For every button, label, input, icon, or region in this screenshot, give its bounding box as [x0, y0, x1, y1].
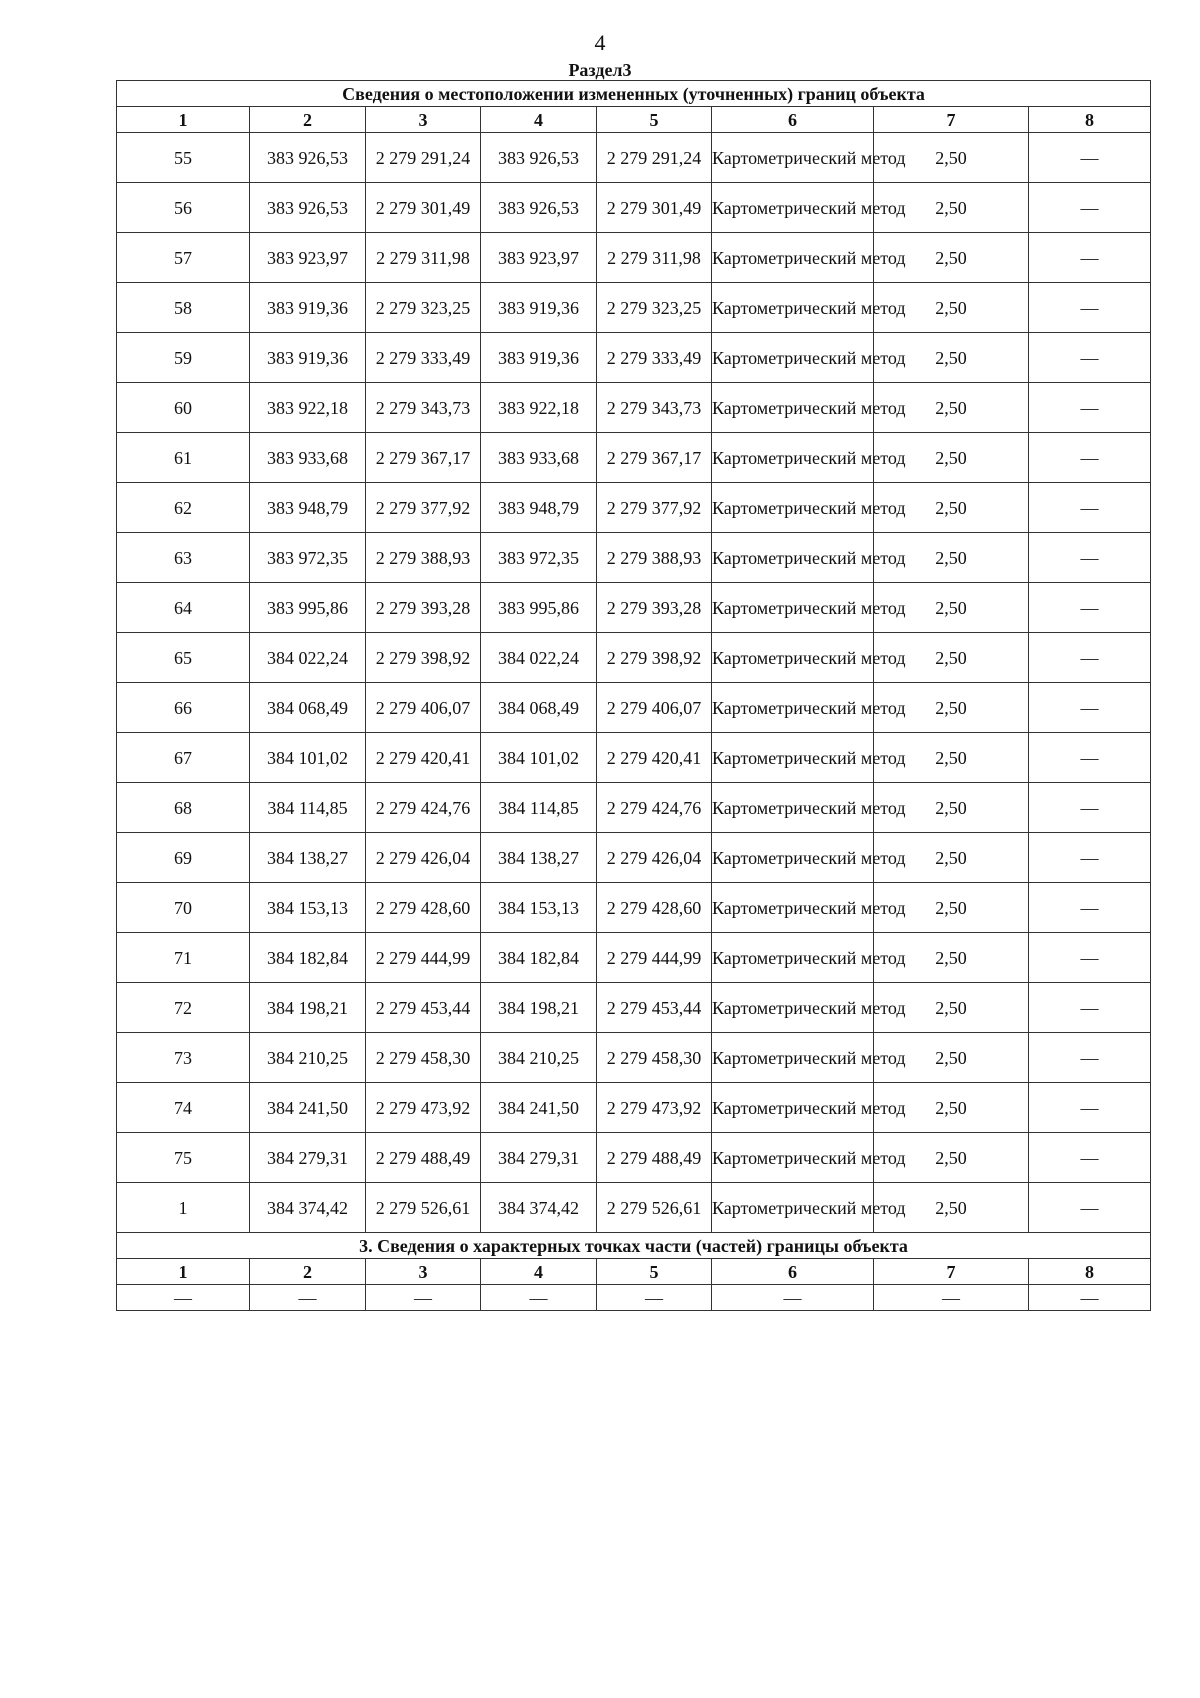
table-cell: 2,50: [874, 683, 1029, 733]
table-cell: —: [1029, 1133, 1151, 1183]
column-header: 3: [366, 107, 481, 133]
table-cell: 2 279 311,98: [597, 233, 712, 283]
table-cell: 2 279 377,92: [366, 483, 481, 533]
table-cell: 384 138,27: [250, 833, 366, 883]
table-cell: 384 022,24: [250, 633, 366, 683]
table-cell: 2 279 428,60: [366, 883, 481, 933]
table-cell: 2,50: [874, 133, 1029, 183]
table-cell: 383 972,35: [481, 533, 597, 583]
table-cell: —: [1029, 983, 1151, 1033]
column-header: 4: [481, 107, 597, 133]
table-cell: 384 210,25: [250, 1033, 366, 1083]
table-cell: —: [874, 1285, 1029, 1311]
table-cell: 2,50: [874, 483, 1029, 533]
column-header: 6: [712, 1259, 874, 1285]
table-cell: 58: [117, 283, 250, 333]
table-row: [117, 733, 1151, 783]
table-cell: 384 138,27: [481, 833, 597, 883]
table-cell: 2 279 311,98: [366, 233, 481, 283]
table-cell: —: [1029, 683, 1151, 733]
table-cell: 2,50: [874, 583, 1029, 633]
table-cell: Картометрический метод: [712, 383, 874, 433]
table-row: [117, 283, 1151, 333]
table-cell: 2 279 367,17: [597, 433, 712, 483]
table-cell: 2 279 424,76: [366, 783, 481, 833]
table-cell: Картометрический метод: [712, 833, 874, 883]
table-cell: 383 995,86: [481, 583, 597, 633]
table-cell: 60: [117, 383, 250, 433]
table-cell: 2 279 444,99: [597, 933, 712, 983]
table-cell: 2 279 367,17: [366, 433, 481, 483]
table-cell: 2 279 343,73: [366, 383, 481, 433]
table-row: [117, 383, 1151, 433]
column-header: 2: [250, 107, 366, 133]
table-cell: Картометрический метод: [712, 683, 874, 733]
table-cell: 2 279 343,73: [597, 383, 712, 433]
table-cell: —: [1029, 933, 1151, 983]
table-cell: 64: [117, 583, 250, 633]
table-cell: 384 153,13: [250, 883, 366, 933]
table-cell: 383 948,79: [250, 483, 366, 533]
table-cell: 2,50: [874, 333, 1029, 383]
table-cell: —: [1029, 283, 1151, 333]
table-cell: 383 926,53: [250, 133, 366, 183]
table-row: [117, 433, 1151, 483]
table-cell: 2 279 291,24: [366, 133, 481, 183]
table-cell: 2 279 291,24: [597, 133, 712, 183]
table-cell: Картометрический метод: [712, 733, 874, 783]
table-cell: 66: [117, 683, 250, 733]
table-cell: 2 279 458,30: [597, 1033, 712, 1083]
table-cell: 2 279 323,25: [597, 283, 712, 333]
table-cell: 2 279 333,49: [597, 333, 712, 383]
table-cell: 383 919,36: [481, 283, 597, 333]
table-cell: Картометрический метод: [712, 583, 874, 633]
table-cell: 2,50: [874, 983, 1029, 1033]
table-cell: —: [250, 1285, 366, 1311]
table-cell: 383 933,68: [481, 433, 597, 483]
column-header: 1: [117, 107, 250, 133]
table-cell: 2 279 388,93: [597, 533, 712, 583]
column-header: 7: [874, 107, 1029, 133]
table-cell: 384 210,25: [481, 1033, 597, 1083]
table-row: [117, 683, 1151, 733]
table-cell: 61: [117, 433, 250, 483]
table-cell: —: [1029, 183, 1151, 233]
table-cell: 1: [117, 1183, 250, 1233]
table-cell: 2,50: [874, 433, 1029, 483]
table-cell: —: [1029, 833, 1151, 883]
table-cell: 2,50: [874, 883, 1029, 933]
table-cell: 384 198,21: [481, 983, 597, 1033]
table-title: Сведения о местоположении измененных (уточненных) границ объекта: [117, 81, 1151, 107]
column-header: 6: [712, 107, 874, 133]
table-cell: 384 374,42: [250, 1183, 366, 1233]
table-row: [117, 583, 1151, 633]
column-header: 5: [597, 1259, 712, 1285]
table-cell: 2,50: [874, 1083, 1029, 1133]
table-row: [117, 233, 1151, 283]
table-cell: 383 923,97: [250, 233, 366, 283]
table-cell: —: [1029, 133, 1151, 183]
table-cell: 73: [117, 1033, 250, 1083]
table-cell: 59: [117, 333, 250, 383]
table-cell: 383 995,86: [250, 583, 366, 633]
table-cell: 384 198,21: [250, 983, 366, 1033]
table-cell: 2,50: [874, 283, 1029, 333]
table-body: [117, 81, 1151, 1311]
table-row: [117, 933, 1151, 983]
table-cell: 2 279 488,49: [597, 1133, 712, 1183]
table-cell: 69: [117, 833, 250, 883]
table-cell: 384 114,85: [250, 783, 366, 833]
table-cell: —: [1029, 533, 1151, 583]
table-cell: Картометрический метод: [712, 133, 874, 183]
page-number: 4: [594, 30, 606, 55]
table-cell: 383 919,36: [250, 333, 366, 383]
table-cell: Картометрический метод: [712, 433, 874, 483]
table-row: [117, 1183, 1151, 1233]
table-cell: —: [117, 1285, 250, 1311]
table-cell: 384 068,49: [250, 683, 366, 733]
table-cell: 2 279 398,92: [366, 633, 481, 683]
column-header: 7: [874, 1259, 1029, 1285]
table-cell: 384 153,13: [481, 883, 597, 933]
table-cell: 62: [117, 483, 250, 533]
table-cell: 383 948,79: [481, 483, 597, 533]
table-cell: —: [1029, 433, 1151, 483]
table-cell: 2 279 426,04: [366, 833, 481, 883]
table-cell: 2,50: [874, 1183, 1029, 1233]
table-cell: Картометрический метод: [712, 283, 874, 333]
table-cell: 75: [117, 1133, 250, 1183]
table-row: [117, 333, 1151, 383]
table-cell: 2 279 406,07: [597, 683, 712, 733]
table-cell: Картометрический метод: [712, 633, 874, 683]
table-cell: 2,50: [874, 933, 1029, 983]
table-cell: 71: [117, 933, 250, 983]
table-cell: Картометрический метод: [712, 933, 874, 983]
table-cell: 384 279,31: [481, 1133, 597, 1183]
table-cell: 72: [117, 983, 250, 1033]
table-cell: 2 279 424,76: [597, 783, 712, 833]
column-header: 4: [481, 1259, 597, 1285]
table-cell: 2,50: [874, 533, 1029, 583]
table-cell: 384 114,85: [481, 783, 597, 833]
table-cell: 2 279 406,07: [366, 683, 481, 733]
column-header: 8: [1029, 107, 1151, 133]
table-title-row: [117, 81, 1151, 107]
column-header: 2: [250, 1259, 366, 1285]
table-cell: 2 279 444,99: [366, 933, 481, 983]
table-cell: —: [481, 1285, 597, 1311]
table-cell: 384 101,02: [250, 733, 366, 783]
table-row: [117, 1133, 1151, 1183]
table-cell: Картометрический метод: [712, 1033, 874, 1083]
table-row: [117, 633, 1151, 683]
table-cell: 383 922,18: [481, 383, 597, 433]
table-cell: 70: [117, 883, 250, 933]
table-row: [117, 883, 1151, 933]
table-cell: 383 926,53: [250, 183, 366, 233]
table-cell: —: [1029, 233, 1151, 283]
table-cell: 2 279 473,92: [366, 1083, 481, 1133]
table-cell: 67: [117, 733, 250, 783]
boundary-table: [116, 80, 1151, 1311]
table-cell: Картометрический метод: [712, 1133, 874, 1183]
table-cell: 2,50: [874, 233, 1029, 283]
table-cell: 2 279 301,49: [597, 183, 712, 233]
table-cell: Картометрический метод: [712, 483, 874, 533]
table-cell: —: [1029, 733, 1151, 783]
table-row: [117, 1285, 1151, 1311]
table-cell: 2 279 473,92: [597, 1083, 712, 1133]
table-cell: 384 022,24: [481, 633, 597, 683]
table-row: [117, 1083, 1151, 1133]
table-row: [117, 783, 1151, 833]
table-cell: —: [1029, 1083, 1151, 1133]
table-row: [117, 833, 1151, 883]
table-cell: 65: [117, 633, 250, 683]
table-cell: 383 923,97: [481, 233, 597, 283]
table-cell: —: [1029, 1033, 1151, 1083]
table-cell: Картометрический метод: [712, 1083, 874, 1133]
table-cell: Картометрический метод: [712, 783, 874, 833]
table-cell: Картометрический метод: [712, 533, 874, 583]
table-cell: 2 279 393,28: [597, 583, 712, 633]
table-cell: 2,50: [874, 783, 1029, 833]
table-cell: 384 374,42: [481, 1183, 597, 1233]
table-cell: 2,50: [874, 183, 1029, 233]
table-cell: 383 922,18: [250, 383, 366, 433]
table-cell: —: [1029, 1285, 1151, 1311]
table-cell: 2 279 428,60: [597, 883, 712, 933]
table-cell: 384 279,31: [250, 1133, 366, 1183]
table-cell: 2 279 333,49: [366, 333, 481, 383]
table-cell: 383 933,68: [250, 433, 366, 483]
table-cell: Картометрический метод: [712, 183, 874, 233]
table-cell: 2,50: [874, 833, 1029, 883]
table-cell: 2 279 323,25: [366, 283, 481, 333]
table-cell: 2 279 301,49: [366, 183, 481, 233]
table-cell: —: [1029, 333, 1151, 383]
column-header: 5: [597, 107, 712, 133]
table-cell: 383 926,53: [481, 183, 597, 233]
table-title: 3. Сведения о характерных точках части (частей) границы объекта: [117, 1233, 1151, 1259]
table-cell: 2,50: [874, 383, 1029, 433]
table-cell: Картометрический метод: [712, 983, 874, 1033]
table-cell: 2,50: [874, 733, 1029, 783]
table-cell: 68: [117, 783, 250, 833]
table-cell: 384 241,50: [481, 1083, 597, 1133]
column-header: 3: [366, 1259, 481, 1285]
table-cell: 56: [117, 183, 250, 233]
table-cell: 2 279 377,92: [597, 483, 712, 533]
table-cell: 383 919,36: [481, 333, 597, 383]
table-cell: 383 972,35: [250, 533, 366, 583]
table-cell: —: [1029, 883, 1151, 933]
table-title-row-2: [117, 1233, 1151, 1259]
table-cell: 2 279 488,49: [366, 1133, 481, 1183]
table-cell: Картометрический метод: [712, 333, 874, 383]
table-row: [117, 183, 1151, 233]
table-cell: 2 279 526,61: [366, 1183, 481, 1233]
table-cell: —: [1029, 583, 1151, 633]
section-label: Раздел3: [568, 60, 632, 80]
table-cell: 2,50: [874, 1133, 1029, 1183]
table-row: [117, 983, 1151, 1033]
table-cell: 384 182,84: [481, 933, 597, 983]
table-row: [117, 133, 1151, 183]
table-cell: —: [1029, 483, 1151, 533]
table-cell: 55: [117, 133, 250, 183]
table-cell: Картометрический метод: [712, 1183, 874, 1233]
table-cell: Картометрический метод: [712, 233, 874, 283]
column-header-row: [117, 1259, 1151, 1285]
table-cell: 383 919,36: [250, 283, 366, 333]
table-cell: 2 279 398,92: [597, 633, 712, 683]
table-cell: Картометрический метод: [712, 883, 874, 933]
table-cell: 2 279 388,93: [366, 533, 481, 583]
table-cell: 2,50: [874, 633, 1029, 683]
table-cell: 383 926,53: [481, 133, 597, 183]
table-cell: 2 279 420,41: [366, 733, 481, 783]
table-cell: 74: [117, 1083, 250, 1133]
table-cell: —: [712, 1285, 874, 1311]
column-header-row: [117, 107, 1151, 133]
table-cell: 384 101,02: [481, 733, 597, 783]
table-cell: 2 279 393,28: [366, 583, 481, 633]
table-cell: 384 241,50: [250, 1083, 366, 1133]
table-cell: —: [1029, 1183, 1151, 1233]
table-cell: 2 279 453,44: [597, 983, 712, 1033]
table-cell: 63: [117, 533, 250, 583]
table-cell: 384 068,49: [481, 683, 597, 733]
table-row: [117, 483, 1151, 533]
table-cell: —: [597, 1285, 712, 1311]
table-cell: 2 279 420,41: [597, 733, 712, 783]
table-cell: —: [366, 1285, 481, 1311]
table-cell: —: [1029, 633, 1151, 683]
table-cell: 2 279 458,30: [366, 1033, 481, 1083]
table-cell: 2,50: [874, 1033, 1029, 1083]
column-header: 1: [117, 1259, 250, 1285]
table-row: [117, 533, 1151, 583]
column-header: 8: [1029, 1259, 1151, 1285]
table-cell: 2 279 526,61: [597, 1183, 712, 1233]
table-cell: 2 279 426,04: [597, 833, 712, 883]
table-row: [117, 1033, 1151, 1083]
table-cell: —: [1029, 783, 1151, 833]
table-cell: 57: [117, 233, 250, 283]
table-cell: —: [1029, 383, 1151, 433]
table-cell: 384 182,84: [250, 933, 366, 983]
table-cell: 2 279 453,44: [366, 983, 481, 1033]
